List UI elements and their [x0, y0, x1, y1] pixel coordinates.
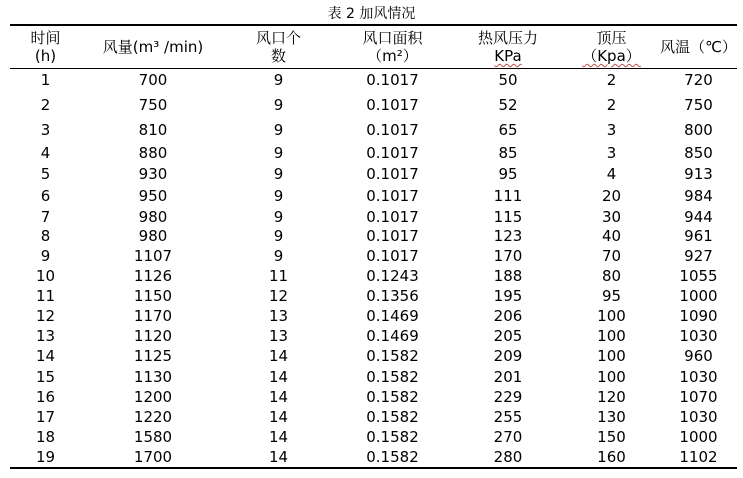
time-cell: 5	[40, 165, 51, 183]
blast-temperature-cell: 927	[684, 246, 713, 265]
top-pressure-cell: 2	[606, 96, 617, 114]
tuyere-area-cell: 0.1017	[366, 71, 419, 89]
blast-temperature-cell: 1030	[679, 407, 718, 426]
tuyere-area-cell: 0.1582	[366, 367, 419, 386]
time-cell: 6	[40, 187, 51, 205]
table-header-row	[10, 26, 737, 68]
column-header-top-pressure: 顶压 （Kpa）	[582, 29, 641, 65]
time-cell: 15	[35, 367, 56, 386]
tuyere-count-cell: 9	[273, 71, 284, 89]
time-cell: 16	[35, 387, 56, 406]
top-pressure-cell: 160	[597, 447, 626, 466]
tuyere-count-cell: 9	[273, 165, 284, 183]
blast-temperature-cell: 961	[684, 227, 713, 245]
hot-blast-pressure-cell: 115	[493, 208, 523, 226]
table-row	[10, 68, 737, 93]
air-volume-cell: 1126	[133, 266, 173, 285]
top-pressure-cell: 95	[601, 286, 622, 305]
top-pressure-cell: 30	[601, 208, 622, 226]
tuyere-count-cell: 14	[268, 407, 289, 426]
air-volume-cell: 880	[138, 144, 168, 162]
table-row	[10, 266, 737, 286]
table-row	[10, 447, 737, 467]
tuyere-area-cell: 0.1356	[366, 286, 419, 305]
table-row	[10, 306, 737, 326]
tuyere-count-cell: 9	[273, 208, 284, 226]
column-header-tuyere-count: 风口个 数	[255, 29, 301, 65]
table-row	[10, 93, 737, 118]
blast-temperature-cell: 1090	[679, 306, 718, 325]
table-row	[10, 164, 737, 185]
tuyere-count-cell: 9	[273, 96, 284, 114]
time-cell: 19	[35, 447, 56, 466]
table-row	[10, 227, 737, 246]
table-row	[10, 427, 737, 447]
air-volume-cell: 1200	[133, 387, 173, 406]
air-supply-table	[10, 26, 737, 467]
top-pressure-cell: 130	[597, 407, 626, 426]
tuyere-count-cell: 9	[273, 144, 284, 162]
air-volume-cell: 1125	[133, 347, 173, 365]
air-volume-cell: 980	[138, 208, 168, 226]
time-cell: 10	[35, 266, 56, 285]
time-cell: 18	[35, 427, 56, 446]
hot-blast-pressure-cell: 111	[493, 187, 523, 205]
hot-blast-pressure-cell: 65	[498, 121, 518, 139]
tuyere-count-cell: 14	[268, 447, 289, 466]
hot-blast-pressure-cell: 123	[493, 227, 523, 245]
air-volume-cell: 700	[138, 71, 168, 89]
top-pressure-cell: 100	[597, 367, 626, 386]
blast-temperature-cell: 1030	[679, 367, 718, 386]
column-header-hot-blast-pressure: 热风压力 KPa	[477, 29, 538, 65]
blast-temperature-cell: 1030	[679, 326, 718, 345]
tuyere-count-cell: 14	[268, 367, 289, 386]
time-cell: 13	[35, 326, 56, 345]
top-pressure-cell: 3	[606, 144, 617, 162]
tuyere-area-cell: 0.1017	[366, 144, 419, 162]
air-volume-cell: 1120	[133, 326, 173, 345]
tuyere-area-cell: 0.1017	[366, 246, 419, 265]
tuyere-count-cell: 11	[268, 266, 289, 285]
top-pressure-cell: 2	[606, 71, 617, 89]
tuyere-area-cell: 0.1017	[366, 208, 419, 226]
top-pressure-cell: 40	[601, 227, 622, 245]
top-pressure-cell: 100	[597, 326, 626, 345]
time-cell: 1	[40, 71, 51, 89]
tuyere-count-cell: 9	[273, 227, 284, 245]
table-row	[10, 143, 737, 164]
column-header-tuyere-area: 风口面积 （m²）	[362, 29, 423, 65]
table-row	[10, 208, 737, 227]
blast-temperature-cell: 984	[684, 187, 713, 205]
tuyere-count-cell: 13	[268, 306, 289, 325]
spellcheck-underlined-unit: （Kpa）	[582, 47, 641, 65]
tuyere-count-cell: 14	[268, 427, 289, 446]
top-pressure-cell: 100	[597, 347, 626, 365]
hot-blast-pressure-cell: 209	[493, 347, 523, 365]
air-volume-cell: 980	[138, 227, 168, 245]
air-volume-cell: 1170	[133, 306, 173, 325]
table-bottom-rule	[10, 467, 737, 469]
air-volume-cell: 1130	[133, 367, 173, 386]
blast-temperature-cell: 960	[684, 347, 713, 365]
top-pressure-cell: 80	[601, 266, 622, 285]
tuyere-area-cell: 0.1469	[366, 306, 419, 325]
column-header-blast-temperature: 风温（℃）	[660, 38, 737, 56]
time-cell: 2	[40, 96, 51, 114]
blast-temperature-cell: 1070	[679, 387, 718, 406]
table-row	[10, 118, 737, 143]
top-pressure-cell: 4	[606, 165, 617, 183]
tuyere-area-cell: 0.1243	[366, 266, 419, 285]
air-volume-cell: 810	[138, 121, 168, 139]
time-cell: 3	[40, 121, 51, 139]
tuyere-area-cell: 0.1582	[366, 387, 419, 406]
blast-temperature-cell: 800	[684, 121, 713, 139]
tuyere-area-cell: 0.1017	[366, 165, 419, 183]
column-header-time: 时间 (h)	[30, 29, 61, 65]
column-header-air-volume: 风量(m³ /min)	[102, 38, 204, 56]
air-volume-cell: 1700	[133, 447, 173, 466]
table-row	[10, 367, 737, 387]
hot-blast-pressure-cell: 280	[493, 447, 523, 466]
top-pressure-cell: 150	[597, 427, 626, 446]
hot-blast-pressure-cell: 229	[493, 387, 523, 406]
tuyere-count-cell: 14	[268, 387, 289, 406]
table-body	[10, 68, 737, 467]
tuyere-count-cell: 9	[273, 246, 284, 265]
top-pressure-cell: 70	[601, 246, 622, 265]
top-pressure-cell: 20	[601, 187, 622, 205]
blast-temperature-cell: 750	[684, 96, 713, 114]
air-volume-cell: 1150	[133, 286, 173, 305]
hot-blast-pressure-cell: 206	[493, 306, 523, 325]
air-volume-cell: 930	[138, 165, 168, 183]
hot-blast-pressure-cell: 205	[493, 326, 523, 345]
hot-blast-pressure-cell: 195	[493, 286, 523, 305]
table-row	[10, 346, 737, 367]
tuyere-count-cell: 12	[268, 286, 289, 305]
tuyere-area-cell: 0.1582	[366, 427, 419, 446]
air-volume-cell: 1107	[133, 246, 173, 265]
tuyere-count-cell: 13	[268, 326, 289, 345]
hot-blast-pressure-cell: 85	[498, 144, 518, 162]
top-pressure-cell: 3	[606, 121, 617, 139]
top-pressure-cell: 100	[597, 306, 626, 325]
time-cell: 12	[35, 306, 56, 325]
time-cell: 14	[35, 347, 56, 365]
blast-temperature-cell: 944	[684, 208, 713, 226]
air-volume-cell: 1580	[133, 427, 173, 446]
air-volume-cell: 750	[138, 96, 168, 114]
tuyere-count-cell: 9	[273, 121, 284, 139]
hot-blast-pressure-cell: 255	[493, 407, 523, 426]
hot-blast-pressure-cell: 170	[493, 246, 523, 265]
hot-blast-pressure-cell: 201	[493, 367, 523, 386]
tuyere-count-cell: 14	[268, 347, 289, 365]
tuyere-area-cell: 0.1582	[366, 347, 419, 365]
air-volume-cell: 950	[138, 187, 168, 205]
tuyere-area-cell: 0.1582	[366, 407, 419, 426]
tuyere-area-cell: 0.1017	[366, 187, 419, 205]
air-volume-cell: 1220	[133, 407, 173, 426]
table-row	[10, 387, 737, 407]
tuyere-area-cell: 0.1017	[366, 227, 419, 245]
time-cell: 17	[35, 407, 56, 426]
tuyere-area-cell: 0.1017	[366, 96, 419, 114]
hot-blast-pressure-cell: 50	[498, 71, 518, 89]
blast-temperature-cell: 1000	[679, 427, 718, 446]
tuyere-area-cell: 0.1582	[366, 447, 419, 466]
blast-temperature-cell: 913	[684, 165, 713, 183]
hot-blast-pressure-cell: 52	[498, 96, 518, 114]
blast-temperature-cell: 1102	[679, 447, 718, 466]
table-row	[10, 326, 737, 346]
tuyere-area-cell: 0.1469	[366, 326, 419, 345]
table-caption: 表 2 加风情况	[327, 6, 416, 22]
time-cell: 9	[40, 246, 51, 265]
hot-blast-pressure-cell: 270	[493, 427, 523, 446]
hot-blast-pressure-cell: 188	[493, 266, 523, 285]
table-row	[10, 185, 737, 208]
time-cell: 11	[35, 286, 56, 305]
table-row	[10, 407, 737, 427]
time-cell: 8	[40, 227, 51, 245]
table-row	[10, 286, 737, 306]
time-cell: 4	[40, 144, 51, 162]
spellcheck-underlined-unit: KPa	[494, 47, 522, 65]
blast-temperature-cell: 850	[684, 144, 713, 162]
tuyere-count-cell: 9	[273, 187, 284, 205]
blast-temperature-cell: 720	[684, 71, 713, 89]
tuyere-area-cell: 0.1017	[366, 121, 419, 139]
blast-temperature-cell: 1000	[679, 286, 718, 305]
blast-temperature-cell: 1055	[679, 266, 718, 285]
hot-blast-pressure-cell: 95	[498, 165, 518, 183]
top-pressure-cell: 120	[597, 387, 626, 406]
time-cell: 7	[40, 208, 51, 226]
table-row	[10, 246, 737, 266]
